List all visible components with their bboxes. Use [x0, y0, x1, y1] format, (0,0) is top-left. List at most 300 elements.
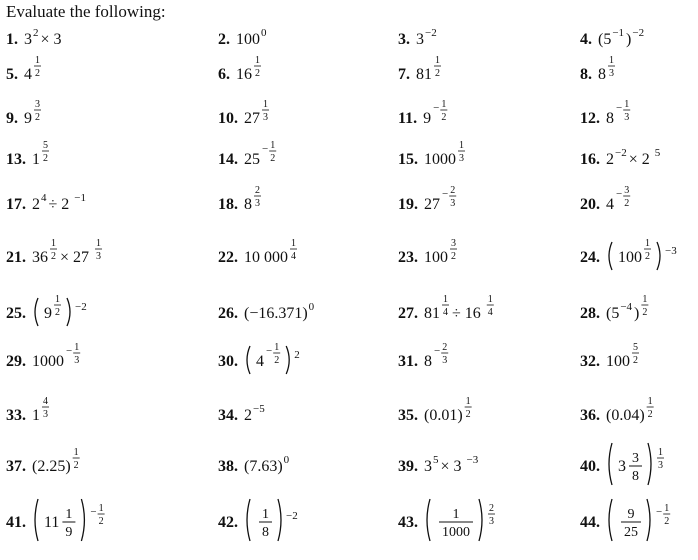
problem-42 — [218, 497, 386, 545]
problem-expression — [580, 497, 698, 545]
close-bracket — [278, 499, 281, 541]
expression — [244, 403, 265, 424]
problem-number: 23. — [398, 249, 418, 266]
expression — [424, 185, 456, 213]
problem-number: 38. — [218, 458, 238, 475]
exponent-text: 3 — [74, 355, 80, 366]
expression-text: 8 — [632, 469, 639, 484]
problem-number: 27. — [398, 305, 418, 322]
close-bracket — [286, 346, 289, 374]
exponent-text: 2 — [664, 516, 670, 527]
problem-number: 39. — [398, 458, 418, 475]
exponent-text: 1 — [35, 55, 40, 66]
problem-expression — [580, 179, 698, 227]
expression — [606, 147, 661, 168]
expression-text: 100 — [236, 31, 260, 48]
problem-number: 7. — [398, 66, 410, 83]
problem-expression — [6, 134, 174, 182]
expression — [606, 294, 648, 322]
exponent-text: −3 — [466, 454, 479, 466]
exponent-text: 2 — [274, 355, 280, 366]
expression-text: 2 — [244, 407, 252, 424]
exponent-text: 2 — [255, 68, 260, 79]
problem-number: 15. — [398, 151, 418, 168]
problem-number: 41. — [6, 514, 26, 531]
problem-number: 10. — [218, 110, 238, 127]
problem-39 — [398, 441, 566, 489]
problem-expression — [580, 441, 698, 489]
expression-text: (−16.371) — [244, 305, 308, 322]
close-bracket — [647, 499, 650, 541]
expression-text: 1 — [452, 507, 460, 522]
exponent-text: 2 — [51, 251, 56, 262]
expression-text: 9 — [423, 110, 432, 127]
exponent-text: 1 — [263, 99, 268, 110]
expression — [424, 454, 479, 475]
expression-text: 1 — [262, 507, 269, 522]
expression — [24, 99, 41, 127]
expression-text: 27 — [424, 196, 440, 213]
problem-expression — [6, 336, 174, 384]
problem-expression — [398, 390, 566, 438]
problem-38 — [218, 441, 386, 489]
problem-14 — [218, 134, 386, 182]
problem-number: 26. — [218, 305, 238, 322]
expression-text: 36 — [32, 249, 48, 266]
problem-number: 31. — [398, 353, 418, 370]
expression-text: ) — [626, 31, 632, 48]
open-bracket — [35, 298, 38, 326]
problem-16 — [580, 134, 698, 182]
exponent-text: − — [656, 506, 663, 518]
problem-number: 44. — [580, 514, 600, 531]
problem-32 — [580, 336, 698, 384]
exponent-text: 3 — [489, 516, 494, 527]
expression — [244, 99, 269, 127]
expression-text: 81 — [424, 305, 440, 322]
expression-text: (0.04) — [606, 407, 645, 424]
expression — [416, 27, 437, 48]
page-title: Evaluate the following: — [6, 2, 166, 21]
problem-expression — [398, 336, 566, 384]
expression — [606, 99, 630, 127]
exponent-text: − — [266, 345, 273, 357]
problem-number: 12. — [580, 110, 600, 127]
expression-text: 3 — [632, 451, 639, 466]
problem-number: 18. — [218, 196, 238, 213]
expression — [247, 342, 300, 374]
problem-expression — [398, 134, 566, 182]
problem-number: 43. — [398, 514, 418, 531]
expression — [244, 301, 315, 322]
problem-expression — [580, 336, 698, 384]
expression — [236, 55, 261, 83]
expression-text: 16 — [236, 66, 252, 83]
exponent-text: 5 — [433, 454, 439, 466]
problem-expression — [218, 288, 386, 336]
exponent-text: 1 — [73, 447, 79, 458]
problem-expression — [398, 497, 566, 545]
exponent-text: − — [434, 345, 441, 357]
expression — [598, 27, 644, 48]
exponent-text: 3 — [263, 112, 268, 123]
expression-text: × 3 — [440, 458, 462, 475]
exponent-text: 2 — [450, 185, 456, 196]
exponent-text: 3 — [451, 238, 456, 249]
exponent-text: 1 — [647, 396, 653, 407]
exponent-text: 2 — [73, 460, 79, 471]
expression-text: 1 — [32, 407, 40, 424]
exponent-text: 1 — [255, 55, 260, 66]
exponent-text: −2 — [615, 147, 627, 159]
expression-text: (7.63) — [244, 458, 283, 475]
exponent-text: 0 — [308, 301, 315, 313]
exponent-text: 2 — [35, 112, 40, 123]
exponent-text: − — [262, 143, 269, 155]
problem-number: 32. — [580, 353, 600, 370]
exponent-text: 1 — [642, 294, 648, 305]
problem-21 — [6, 232, 174, 280]
open-bracket — [35, 499, 38, 541]
problem-40 — [580, 441, 698, 489]
expression-text: × 3 — [40, 31, 62, 48]
problem-expression — [218, 441, 386, 489]
problem-43 — [398, 497, 566, 545]
problem-19 — [398, 179, 566, 227]
exponent-text: 0 — [283, 454, 290, 466]
expression-text: 2 — [32, 196, 40, 213]
exponent-text: −2 — [425, 27, 437, 39]
expression-text: ÷ 16 — [452, 305, 481, 322]
problem-36 — [580, 390, 698, 438]
exponent-text: 2 — [55, 307, 60, 318]
problem-expression — [580, 134, 698, 182]
problem-6 — [218, 49, 386, 97]
expression-text: (5 — [606, 305, 620, 322]
problem-expression — [398, 179, 566, 227]
problem-number: 25. — [6, 305, 26, 322]
expression-text: 10 000 — [244, 249, 288, 266]
exponent-text: 3 — [624, 185, 630, 196]
expression-text: 1000 — [424, 151, 456, 168]
expression-text: 8 — [598, 66, 606, 83]
problem-expression — [218, 179, 386, 227]
expression-text: 9 — [627, 507, 635, 522]
exponent-text: 1 — [96, 238, 102, 249]
expression-text: (0.01) — [424, 407, 463, 424]
expression-text: (5 — [598, 31, 612, 48]
exponent-text: 1 — [441, 99, 447, 110]
close-bracket — [479, 499, 482, 541]
expression-text: 100 — [606, 353, 630, 370]
expression-text: 3 — [424, 458, 432, 475]
problem-expression — [218, 497, 386, 545]
problem-22 — [218, 232, 386, 280]
exponent-text: 3 — [96, 251, 102, 262]
exponent-text: 2 — [255, 185, 260, 196]
exponent-text: 2 — [98, 516, 104, 527]
exponent-text: 2 — [442, 342, 448, 353]
exponent-text: −2 — [75, 301, 87, 313]
exponent-text: 5 — [654, 147, 661, 159]
problem-number: 13. — [6, 151, 26, 168]
exponent-text: 1 — [459, 140, 464, 151]
problem-35 — [398, 390, 566, 438]
problem-number: 29. — [6, 353, 26, 370]
exponent-text: −3 — [665, 245, 677, 257]
expression-text: 100 — [424, 249, 448, 266]
exponent-text: − — [616, 188, 623, 200]
exponent-text: 1 — [609, 55, 614, 66]
problem-number: 34. — [218, 407, 238, 424]
expression — [244, 185, 261, 213]
exponent-text: 3 — [624, 112, 630, 123]
problem-number: 1. — [6, 31, 18, 48]
problem-expression — [6, 390, 174, 438]
expression — [424, 238, 457, 266]
expression-text: 9 — [24, 110, 32, 127]
problem-27 — [398, 288, 566, 336]
expression — [609, 443, 664, 485]
problem-expression — [398, 288, 566, 336]
exponent-text: 1 — [74, 342, 80, 353]
expression-text: 2 — [606, 151, 614, 168]
problem-34 — [218, 390, 386, 438]
exponent-text: 4 — [443, 307, 448, 318]
expression-text: 4 — [606, 196, 614, 213]
exponent-text: 4 — [41, 192, 47, 204]
expression-text: 8 — [424, 353, 432, 370]
problem-5 — [6, 49, 174, 97]
problem-number: 33. — [6, 407, 26, 424]
exponent-text: 2 — [35, 68, 40, 79]
expression — [427, 499, 495, 541]
exponent-text: −2 — [632, 27, 645, 39]
exponent-text: 2 — [451, 251, 456, 262]
exponent-text: 1 — [291, 238, 296, 249]
exponent-text: 1 — [645, 238, 650, 249]
expression-text: 9 — [65, 525, 73, 540]
problem-30 — [218, 336, 386, 384]
problem-26 — [218, 288, 386, 336]
problem-15 — [398, 134, 566, 182]
expression — [236, 27, 267, 48]
expression-text: 1 — [32, 151, 40, 168]
problem-number: 36. — [580, 407, 600, 424]
expression — [32, 192, 86, 213]
exponent-text: 2 — [294, 349, 300, 361]
problem-expression — [218, 49, 386, 97]
close-bracket — [67, 298, 70, 326]
exponent-text: 1 — [435, 55, 440, 66]
problem-number: 28. — [580, 305, 600, 322]
expression — [24, 27, 62, 48]
close-bracket — [81, 499, 84, 541]
expression-text: 27 — [244, 110, 260, 127]
expression-text: 100 — [618, 249, 642, 266]
expression-text: 3 — [416, 31, 424, 48]
expression — [35, 499, 105, 541]
problem-expression — [218, 134, 386, 182]
problem-number: 30. — [218, 353, 238, 370]
close-bracket — [648, 443, 651, 485]
problem-expression — [6, 179, 174, 227]
problem-41 — [6, 497, 174, 545]
exponent-text: − — [90, 506, 97, 518]
exponent-text: 2 — [270, 153, 276, 164]
problem-expression — [398, 232, 566, 280]
exponent-text: 3 — [658, 460, 663, 471]
expression — [247, 499, 298, 541]
open-bracket — [247, 499, 250, 541]
problem-expression — [580, 49, 698, 97]
expression — [606, 185, 630, 213]
expression — [35, 294, 87, 326]
problem-29 — [6, 336, 174, 384]
open-bracket — [609, 242, 612, 270]
exponent-text: − — [442, 188, 449, 200]
expression-text: 9 — [44, 305, 52, 322]
problem-number: 19. — [398, 196, 418, 213]
exponent-text: 3 — [450, 198, 456, 209]
expression-text: ÷ 2 — [48, 196, 70, 213]
close-bracket — [657, 242, 660, 270]
expression-text: 1 — [65, 507, 73, 522]
problem-28 — [580, 288, 698, 336]
expression-text: 25 — [624, 525, 638, 540]
problem-44 — [580, 497, 698, 545]
exponent-text: − — [616, 102, 623, 114]
exponent-text: −5 — [253, 403, 265, 415]
expression — [32, 396, 49, 424]
problem-33 — [6, 390, 174, 438]
expression-text: 11 — [44, 514, 60, 531]
problem-number: 9. — [6, 110, 18, 127]
exponent-text: 2 — [645, 251, 650, 262]
exponent-text: 2 — [489, 503, 494, 514]
problem-number: 20. — [580, 196, 600, 213]
problem-number: 22. — [218, 249, 238, 266]
expression — [609, 238, 677, 270]
problem-number: 4. — [580, 31, 592, 48]
problem-number: 37. — [6, 458, 26, 475]
expression — [416, 55, 441, 83]
expression-text: 25 — [244, 151, 260, 168]
problem-23 — [398, 232, 566, 280]
exponent-text: 2 — [441, 112, 447, 123]
problem-expression — [6, 288, 174, 336]
exponent-text: 0 — [261, 27, 267, 39]
problem-number: 17. — [6, 196, 26, 213]
problem-expression — [580, 232, 698, 280]
expression-text: 81 — [416, 66, 432, 83]
expression-text: 8 — [262, 525, 269, 540]
exponent-text: −1 — [74, 192, 86, 204]
exponent-text: 3 — [442, 355, 448, 366]
problem-expression — [6, 49, 174, 97]
exponent-text: 1 — [487, 294, 493, 305]
exponent-text: 2 — [642, 307, 648, 318]
problem-number: 8. — [580, 66, 592, 83]
problem-expression — [580, 288, 698, 336]
expression-text: × 2 — [628, 151, 650, 168]
exponent-text: 5 — [633, 342, 638, 353]
problem-7 — [398, 49, 566, 97]
exponent-text: 1 — [270, 140, 276, 151]
problem-number: 14. — [218, 151, 238, 168]
exponent-text: 2 — [647, 409, 653, 420]
expression-text: 4 — [256, 353, 264, 370]
expression — [424, 294, 494, 322]
problem-number: 5. — [6, 66, 18, 83]
expression — [598, 55, 615, 83]
exponent-text: 5 — [43, 140, 48, 151]
expression — [424, 396, 472, 424]
problem-expression — [218, 232, 386, 280]
problem-expression — [6, 441, 174, 489]
expression — [32, 140, 49, 168]
exponent-text: 3 — [609, 68, 614, 79]
expression — [609, 499, 670, 541]
expression-text: 8 — [606, 110, 614, 127]
problem-25 — [6, 288, 174, 336]
problem-17 — [6, 179, 174, 227]
expression-text: 8 — [244, 196, 252, 213]
expression — [424, 342, 448, 370]
exponent-text: 1 — [51, 238, 56, 249]
exponent-text: −4 — [620, 301, 633, 313]
expression — [606, 396, 654, 424]
problem-8 — [580, 49, 698, 97]
exponent-text: 1 — [658, 447, 663, 458]
exponent-text: 2 — [465, 409, 471, 420]
problem-24 — [580, 232, 698, 280]
expression-text: 3 — [618, 458, 626, 475]
exponent-text: 2 — [43, 153, 48, 164]
problem-number: 11. — [398, 110, 418, 127]
exponent-text: 1 — [624, 99, 630, 110]
exponent-text: 2 — [33, 27, 39, 39]
exponent-text: 2 — [633, 355, 638, 366]
problem-number: 42. — [218, 514, 238, 531]
expression — [606, 342, 639, 370]
exponent-text: 1 — [465, 396, 471, 407]
expression — [24, 55, 41, 83]
problem-number: 2. — [218, 31, 230, 48]
exponent-text: 3 — [35, 99, 40, 110]
expression-text: × 27 — [60, 249, 90, 266]
problem-37 — [6, 441, 174, 489]
exponent-text: − — [433, 102, 440, 114]
problem-13 — [6, 134, 174, 182]
exponent-text: 2 — [435, 68, 440, 79]
problem-31 — [398, 336, 566, 384]
exponent-text: 1 — [664, 503, 670, 514]
problem-18 — [218, 179, 386, 227]
open-bracket — [609, 499, 612, 541]
expression — [423, 99, 447, 127]
problem-expression — [218, 390, 386, 438]
exponent-text: 3 — [459, 153, 464, 164]
problem-expression — [6, 497, 174, 545]
exponent-text: 1 — [55, 294, 60, 305]
problem-expression — [218, 336, 386, 384]
problem-expression — [398, 441, 566, 489]
expression — [244, 140, 276, 168]
expression — [244, 238, 297, 266]
problem-20 — [580, 179, 698, 227]
expression-text: 1000 — [32, 353, 64, 370]
